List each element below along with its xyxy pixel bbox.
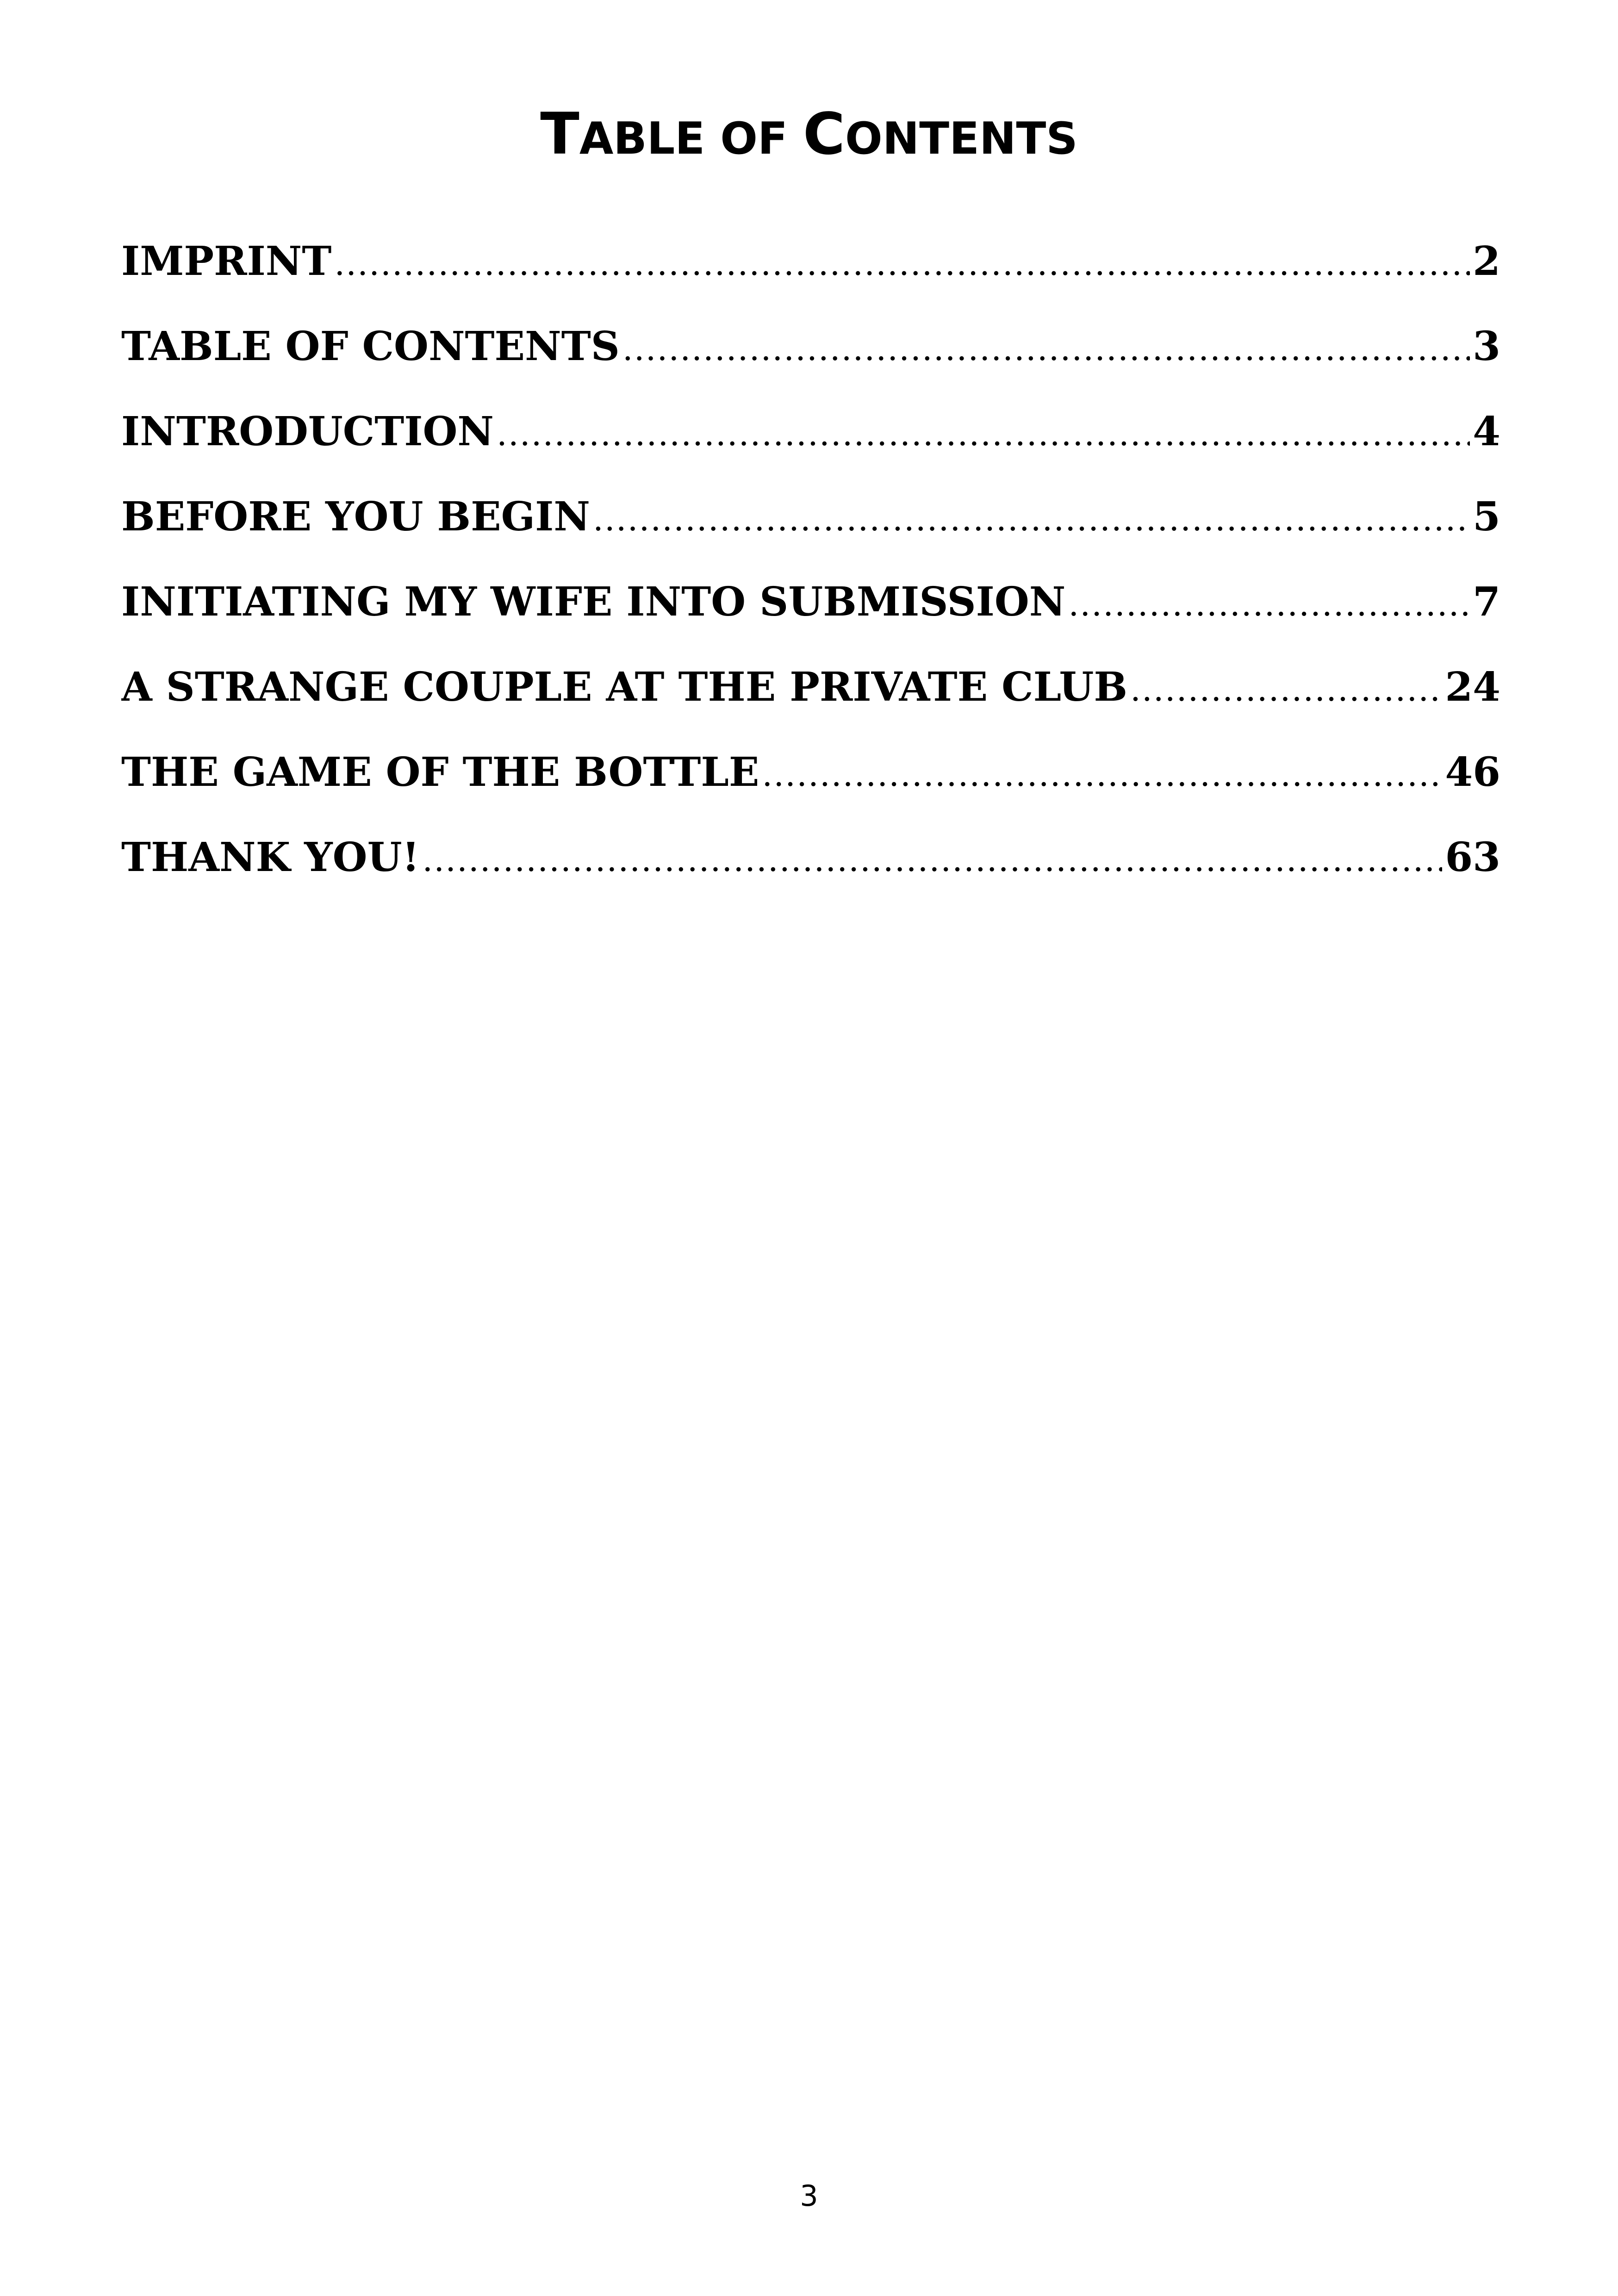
- toc-entry-label: IMPRINT: [121, 238, 332, 285]
- toc-entry-page: 3: [1473, 323, 1500, 370]
- toc-entry-page: 46: [1445, 749, 1500, 796]
- toc-entry-page: 2: [1473, 238, 1500, 285]
- toc-entry-before-you-begin[interactable]: [121, 489, 1500, 574]
- toc-entry-imprint[interactable]: [121, 234, 1500, 319]
- title-small-caps-part-2: ONTENTS: [845, 113, 1078, 164]
- toc-entry-thank-you[interactable]: [121, 830, 1500, 915]
- toc-entry-label: TABLE OF CONTENTS: [121, 323, 620, 370]
- title-capital-c: C: [803, 101, 846, 168]
- toc-entry-page: 24: [1445, 664, 1500, 710]
- toc-dot-leader: [762, 747, 1442, 802]
- toc-dot-leader: [622, 321, 1470, 376]
- toc-dot-leader: [422, 832, 1442, 887]
- title-capital-t: T: [540, 101, 579, 168]
- toc-dot-leader: [497, 406, 1470, 461]
- toc-entry-introduction[interactable]: [121, 404, 1500, 489]
- toc-dot-leader: [334, 236, 1470, 291]
- toc-entry-label: BEFORE YOU BEGIN: [121, 493, 590, 540]
- toc-entry-label: INTRODUCTION: [121, 408, 494, 455]
- toc-entry-the-game-of-the-bottle[interactable]: [121, 745, 1500, 830]
- toc-entry-page: 7: [1473, 579, 1500, 625]
- toc-entry-label: INITIATING MY WIFE INTO SUBMISSION: [121, 579, 1066, 625]
- toc-dot-leader: [593, 491, 1470, 547]
- page-title: [0, 93, 1618, 180]
- toc-entry-label: THANK YOU!: [121, 834, 420, 881]
- toc-entry-a-strange-couple-at-the-private-club[interactable]: [121, 660, 1500, 745]
- toc-entry-label: A STRANGE COUPLE AT THE PRIVATE CLUB: [121, 664, 1128, 710]
- title-small-caps-part-1: ABLE OF: [579, 113, 803, 164]
- toc-dot-leader: [1130, 661, 1442, 717]
- toc-entry-table-of-contents[interactable]: [121, 319, 1500, 404]
- toc-dot-leader: [1068, 576, 1470, 632]
- toc-entry-initiating-my-wife-into-submission[interactable]: [121, 574, 1500, 660]
- page-number: 3: [800, 2179, 818, 2213]
- toc-entry-page: 63: [1445, 834, 1500, 881]
- toc-entry-label: THE GAME OF THE BOTTLE: [121, 749, 759, 796]
- toc-entry-page: 4: [1473, 408, 1500, 455]
- table-of-contents-list: [121, 234, 1500, 915]
- toc-entry-page: 5: [1473, 493, 1500, 540]
